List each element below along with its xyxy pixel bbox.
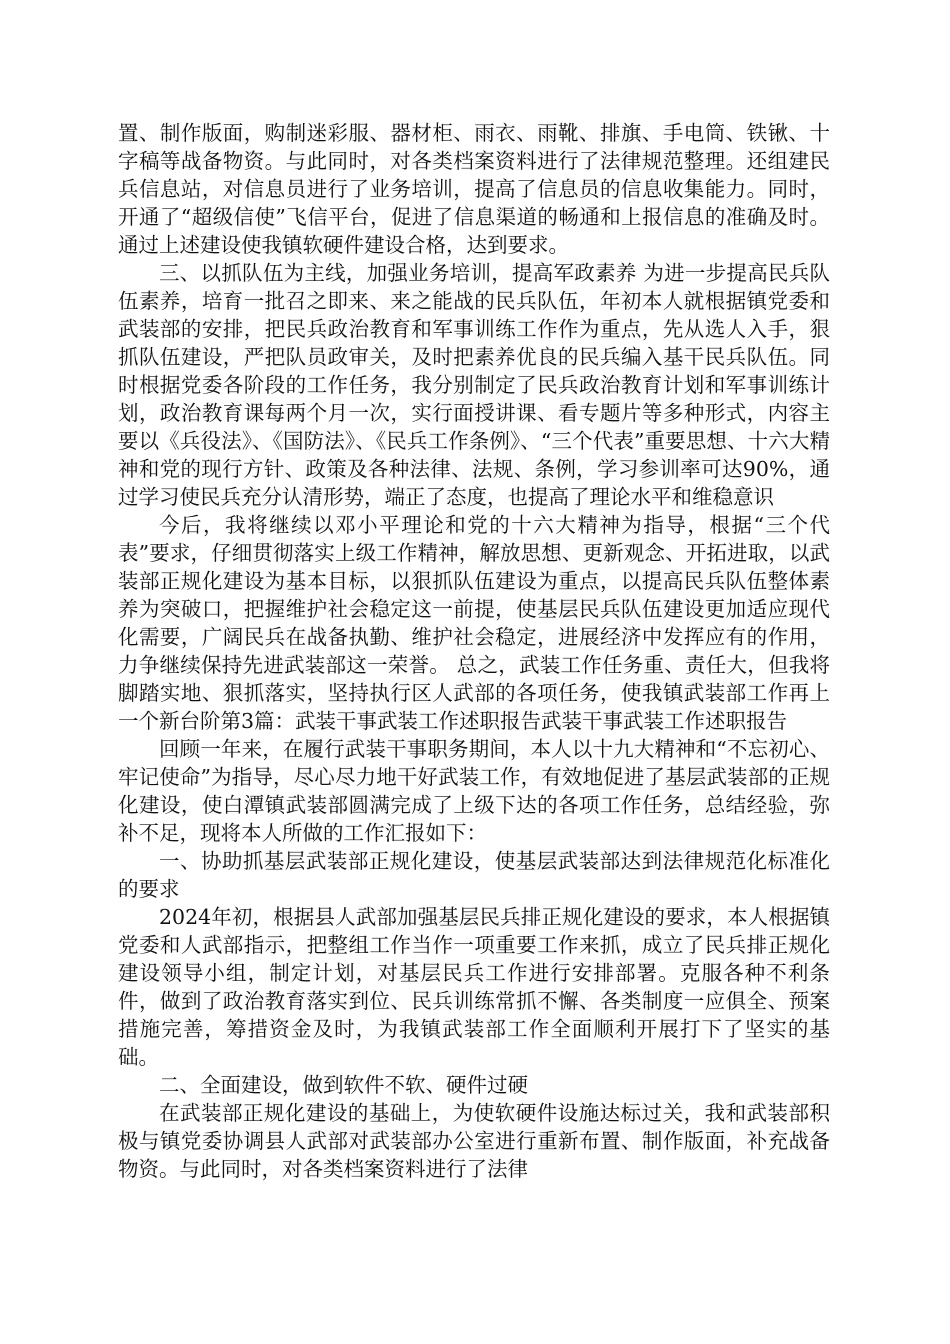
paragraph-2: 三、以抓队伍为主线，加强业务培训，提高军政素养 为进一步提高民兵队伍素养，培育一批召之即来、来之能战的民兵队伍，年初本人就根据镇党委和武装部的安排，把民兵政治教育和军事训练工作作为重点，先从选人入手，狠抓队伍建设，严把队员政审关，及时把素养优良的民兵编入基干民兵队伍。同时根据党委各阶段的工作任务，我分别制定了民兵政治教育计划和军事训练计划，政治教育课每两个月一次，实行面授讲课、看专题片等多种形式，内容主要以《兵役法》、《国防法》、《民兵工作条例》、“三个代表”重要思想、十六大精神和党的现行方针、政策及各种法律、法规、条例，学习参训率可达90%，通过学习使民兵充分认清形势，端正了态度，也提高了理论水平和维稳意识	[118, 261, 830, 509]
document-body	[118, 119, 830, 1183]
paragraph-1: 置、制作版面，购制迷彩服、器材柜、雨衣、雨靴、排旗、手电筒、铁锹、十字稿等战备物资。与此同时，对各类档案资料进行了法律规范整理。还组建民兵信息站，对信息员进行了业务培训，提高了信息员的信息收集能力。同时，开通了“超级信使”飞信平台，促进了信息渠道的畅通和上报信息的准确及时。通过上述建设使我镇软硬件建设合格，达到要求。	[118, 121, 830, 257]
section-heading-2: 二、全面建设，做到软件不软、硬件过硬	[159, 1073, 528, 1097]
section-heading-1: 一、协助抓基层武装部正规化建设，使基层武装部达到法律规范化标准化的要求	[118, 849, 830, 901]
paragraph-6: 在武装部正规化建设的基础上，为使软硬件设施达标过关，我和武装部积极与镇党委协调县人武部对武装部办公室进行重新布置、制作版面，补充战备物资。与此同时，对各类档案资料进行了法律	[118, 1101, 830, 1181]
paragraph-3: 今后，我将继续以邓小平理论和党的十六大精神为指导，根据“三个代表”要求，仔细贯彻落实上级工作精神，解放思想、更新观念、开拓进取，以武装部正规化建设为基本目标，以狠抓队伍建设为重点，以提高民兵队伍整体素养为突破口，把握维护社会稳定这一前提，使基层民兵队伍建设更加适应现代化需要，广阔民兵在战备执勤、维护社会稳定，进展经济中发挥应有的作用，力争继续保持先进武装部这一荣誉。 总之，武装工作任务重、责任大，但我将脚踏实地、狠抓落实，坚持执行区人武部的各项任务，使我镇武装部工作再上一个新台阶第3篇：武装干事武装工作述职报告武装干事武装工作述职报告	[118, 513, 830, 733]
paragraph-5: 2024年初，根据县人武部加强基层民兵排正规化建设的要求，本人根据镇党委和人武部指示，把整组工作当作一项重要工作来抓，成立了民兵排正规化建设领导小组，制定计划，对基层民兵工作进行安排部署。克服各种不利条件，做到了政治教育落实到位、民兵训练常抓不懈、各类制度一应俱全、预案措施完善，筹措资金及时，为我镇武装部工作全面顺利开展打下了坚实的基础。	[118, 905, 830, 1069]
paragraph-4: 回顾一年来，在履行武装干事职务期间，本人以十九大精神和“不忘初心、牢记使命”为指导，尽心尽力地干好武装工作，有效地促进了基层武装部的正规化建设，使白潭镇武装部圆满完成了上级下达的各项工作任务，总结经验，弥补不足，现将本人所做的工作汇报如下：	[118, 737, 830, 845]
